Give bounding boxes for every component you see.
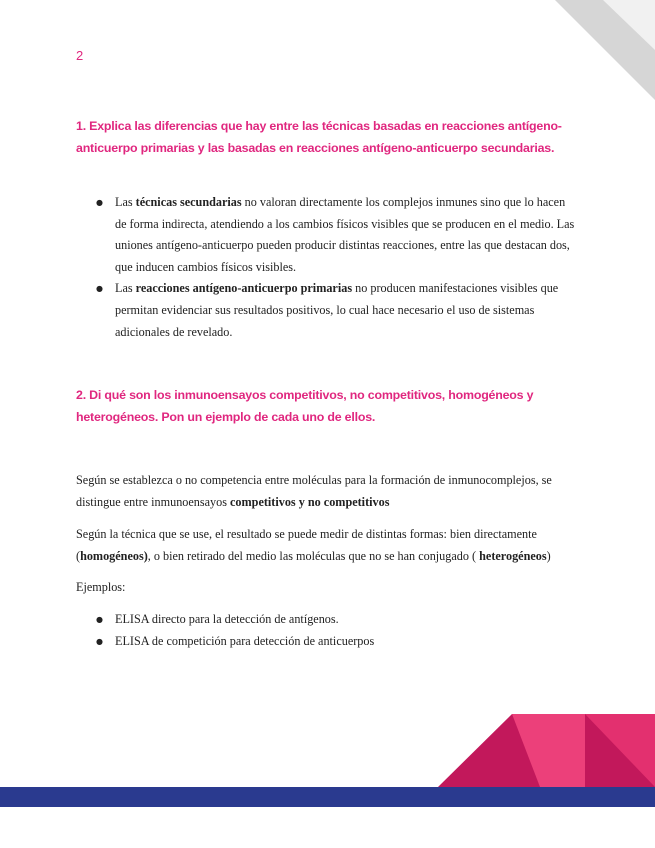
list-item: ● Las técnicas secundarias no valoran directamente los complejos inmunes sino que lo hacen de forma indirecta, atendiendo a los cambios físicos visibles que se producen en el medio. Las uniones antígeno-anticuerpo pueden producir distintas reacciones, entre las que destacan dos, que inducen cambios físicos visibles. [76, 192, 576, 278]
question-1-answer-list [76, 192, 576, 343]
list-item: ● ELISA de competición para detección de anticuerpos [76, 631, 576, 653]
list-item: ● Las reacciones antígeno-anticuerpo primarias no producen manifestaciones visibles que permitan evidenciar sus resultados positivos, lo cual hace necesario el uso de sistemas adicionales de revelado. [76, 278, 576, 343]
corner-decoration [555, 0, 655, 100]
footer-decoration [0, 712, 655, 848]
examples-label: Ejemplos: [76, 580, 126, 594]
bold-term: heterogéneos [479, 548, 547, 563]
answer-paragraph-1: Según se establezca o no competencia entre moléculas para la formación de inmunocomplejos, se distingue entre inmunoensayos competitivos y no competitivos [76, 473, 552, 509]
bold-term: competitivos y no competitivos [230, 494, 390, 509]
bold-term: homogéneos) [80, 548, 148, 563]
question-2-heading: 2. Di qué son los inmunoensayos competitivos, no competitivos, homogéneos y heterogéneos. Pon un ejemplo de cada uno de ellos. [76, 388, 534, 424]
bold-term: reacciones antígeno-anticuerpo primarias [135, 281, 353, 296]
page-number: 2 [76, 48, 84, 63]
list-item: ● ELISA directo para la detección de antígenos. [76, 609, 576, 631]
bold-term: técnicas secundarias [135, 195, 242, 209]
question-1-heading: 1. Explica las diferencias que hay entre las técnicas basadas en reacciones antígeno-anticuerpo primarias y las basadas en reacciones antígeno-anticuerpo secundarias. [76, 119, 562, 155]
examples-list [76, 609, 576, 652]
answer-paragraph-2: Según la técnica que se use, el resultado se puede medir de distintas formas: bien directamente (homogéneos), o bien retirado del medio las moléculas que no se han conjugado ( heterogéneos) [76, 527, 551, 563]
